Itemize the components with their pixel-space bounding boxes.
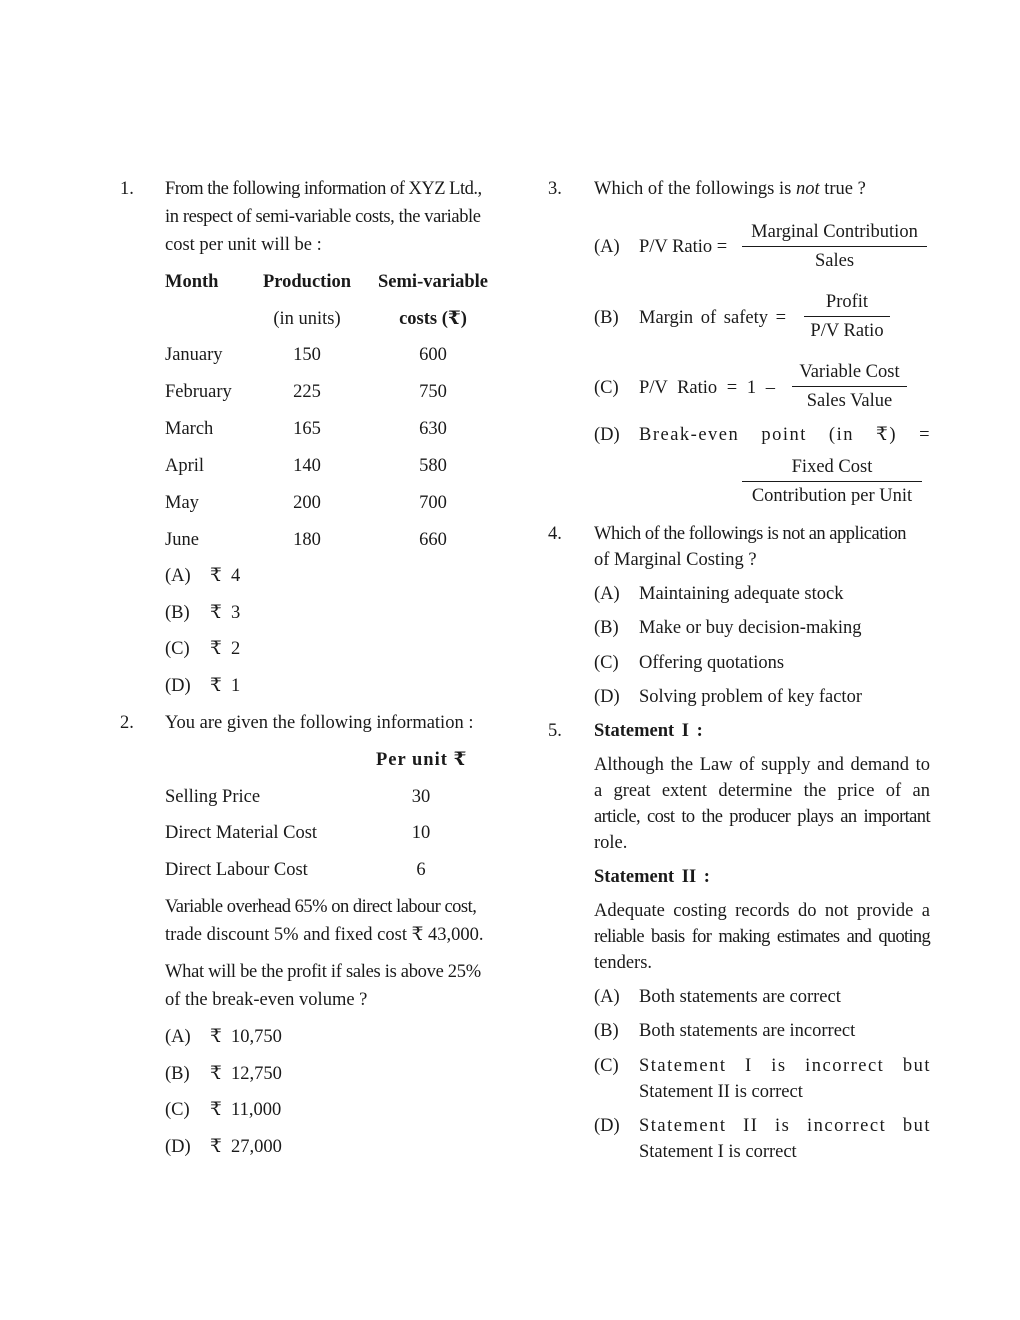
cost-cell: 660 [419,530,447,550]
question-text [594,178,866,200]
statement-text: Although the Law of supply and demand to [594,755,930,775]
column-header-per-unit: Per unit ₹ [376,750,468,770]
denominator: P/V Ratio [810,321,884,341]
item-cell: Selling Price [165,787,261,807]
option-text: Statement II is correct [639,1082,803,1102]
question-emphasis: not [795,179,820,199]
statement-text: role. [594,833,628,853]
column-subheader-production: (in units) [273,309,341,329]
cost-cell: 580 [419,456,447,476]
question-text: Which of the followings is not an application [594,524,906,544]
option-text: Maintaining adequate stock [639,584,844,604]
option-text: ₹ 2 [210,639,241,659]
production-cell: 150 [293,345,321,365]
statement-text: Adequate costing records do not provide a [594,901,930,921]
option-label: (B) [594,308,619,328]
denominator: Sales [814,251,855,271]
option-text: ₹ 27,000 [210,1137,282,1157]
cost-cell: 630 [419,419,447,439]
fraction-bar [742,246,927,247]
option-label: (B) [594,618,619,638]
fraction-bar [792,386,907,387]
cost-cell: 750 [419,382,447,402]
cost-cell: 600 [419,345,447,365]
option-text: Both statements are correct [639,987,841,1007]
question-text: From the following information of XYZ Ltd., [165,179,482,199]
numerator: Fixed Cost [791,457,873,477]
statement-text: a great extent determine the price of an [594,781,930,801]
question-text-post: true ? [819,179,866,199]
option-label: (D) [165,676,191,696]
option-text: ₹ 12,750 [210,1064,282,1084]
option-label: (C) [594,1056,619,1076]
option-text: ₹ 3 [210,603,241,623]
question-text: You are given the following information : [165,713,474,733]
option-text: ₹ 10,750 [210,1027,282,1047]
option-text: Make or buy decision-making [639,618,862,638]
option-label: (C) [594,653,619,673]
numerator: Profit [825,292,869,312]
month-cell: June [165,530,199,550]
column-subheader-costs: costs (₹) [399,309,467,329]
question-number: 1. [120,179,134,199]
column-header-semi-variable: Semi-variable [378,272,488,292]
production-cell: 200 [293,493,321,513]
option-label: (D) [594,1116,620,1136]
question-number: 2. [120,713,134,733]
fraction [804,291,890,342]
option-label: (D) [594,425,620,445]
option-label: (C) [165,639,190,659]
option-label: (A) [165,566,191,586]
item-cell: Direct Material Cost [165,823,318,843]
value-cell: 6 [416,860,426,880]
item-cell: Direct Labour Cost [165,860,308,880]
production-cell: 225 [293,382,321,402]
option-label: (D) [594,687,620,707]
month-cell: April [165,456,205,476]
option-text: Both statements are incorrect [639,1021,856,1041]
production-cell: 140 [293,456,321,476]
option-label: (A) [594,584,620,604]
question-text-pre: Which of the followings is [594,179,796,199]
column-header-production: Production [262,272,352,292]
question-text: in respect of semi-variable costs, the variable [165,207,481,227]
option-text: P/V Ratio = [639,237,728,257]
value-cell: 10 [411,823,431,843]
production-cell: 180 [293,530,321,550]
month-cell: March [165,419,214,439]
option-text: ₹ 4 [210,566,241,586]
statement-text: article, cost to the producer plays an important [594,807,930,827]
option-label: (D) [165,1137,191,1157]
option-text: Offering quotations [639,653,785,673]
month-cell: February [165,382,232,402]
option-text: Solving problem of key factor [639,687,862,707]
option-label: (A) [165,1027,191,1047]
numerator: Variable Cost [799,362,900,382]
option-label: (C) [594,378,619,398]
numerator: Marginal Contribution [751,222,918,242]
option-text: ₹ 1 [210,676,241,696]
question-number: 3. [548,179,562,199]
question-number: 5. [548,721,562,741]
option-label: (B) [165,603,190,623]
fraction-bar [742,481,922,482]
statement-1-title: Statement I : [594,721,703,741]
question-number: 4. [548,524,562,544]
option-label: (B) [594,1021,619,1041]
option-text: P/V Ratio = 1 – [639,378,775,398]
question-text: What will be the profit if sales is above 25% [165,962,481,982]
fraction [742,221,927,272]
fraction [792,361,907,412]
cost-cell: 700 [419,493,447,513]
statement-text: tenders. [594,953,653,973]
value-cell: 30 [411,787,431,807]
month-cell: January [165,345,223,365]
question-text: of Marginal Costing ? [594,550,757,570]
option-text: Statement I is correct [639,1142,797,1162]
question-text: cost per unit will be : [165,235,322,255]
option-text: Statement I is incorrect but [639,1056,931,1076]
paragraph-text: Variable overhead 65% on direct labour cost, [165,897,477,917]
option-label: (A) [594,987,620,1007]
denominator: Contribution per Unit [751,486,913,506]
statement-text: reliable basis for making estimates and quoting [594,927,930,947]
option-text: ₹ 11,000 [210,1100,282,1120]
option-text: Statement II is incorrect but [639,1116,931,1136]
paragraph-text: trade discount 5% and fixed cost ₹ 43,000. [165,925,484,945]
option-label: (A) [594,237,620,257]
fraction-bar [804,316,890,317]
denominator: Sales Value [806,391,893,411]
month-cell: May [165,493,199,513]
question-text: of the break-even volume ? [165,990,368,1010]
option-text: Margin of safety = [639,308,787,328]
option-text: Break-even point (in ₹) = [639,425,931,445]
fraction [742,456,922,507]
column-header-month: Month [165,272,219,292]
option-label: (C) [165,1100,190,1120]
option-label: (B) [165,1064,190,1084]
production-cell: 165 [293,419,321,439]
statement-2-title: Statement II : [594,867,710,887]
